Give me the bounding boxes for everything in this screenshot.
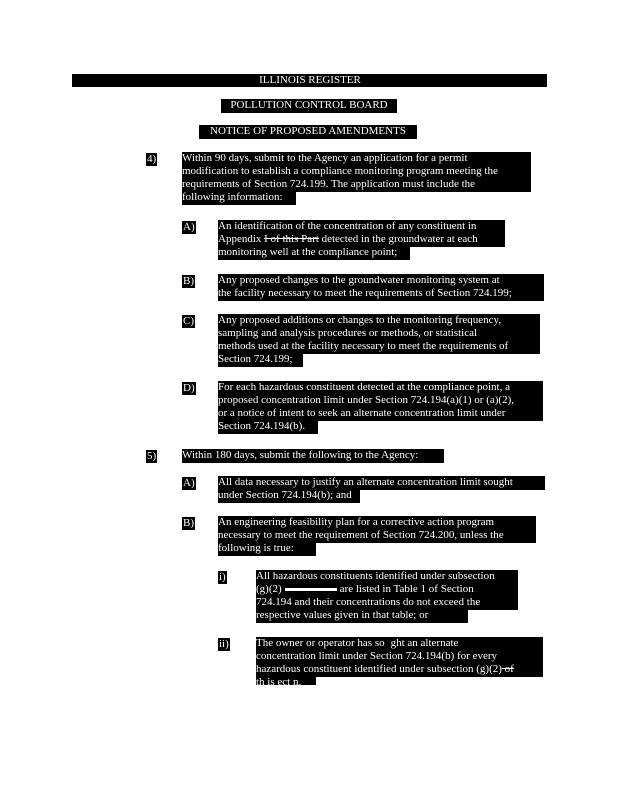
item-5b-ii-line-1-post: ght an alternate — [390, 637, 459, 649]
item-4d-line-1: For each hazardous constituent detected at the compliance point, a — [218, 381, 543, 395]
item-5b-i-line-4: respective values given in that table; or — [256, 609, 468, 623]
item-4-line-2: modification to establish a compliance monitoring program meeting the — [182, 165, 531, 179]
item-4a-line-3: monitoring well at the compliance point; — [218, 246, 410, 260]
item-5b-ii-line-3 — [256, 663, 543, 677]
item-5b-ii-line-4: th is ect n. — [256, 676, 316, 685]
board-title: POLLUTION CONTROL BOARD — [221, 99, 397, 113]
item-5b-i-line-2-post: are listed in Table 1 of Section — [339, 583, 474, 595]
item-5b-line-2: necessary to meet the requirement of Section 724.200, unless the — [218, 529, 536, 543]
item-5b-i-line-3: 724.194 and their concentrations do not exceed the — [256, 596, 518, 610]
item-5b-i-label: i) — [219, 571, 226, 583]
item-5b-line-1: An engineering feasibility plan for a corrective action program — [218, 516, 536, 530]
item-4-label: 4) — [147, 153, 157, 165]
item-4d-line-2: proposed concentration limit under Section 724.194(a)(1) or (a)(2), — [218, 394, 543, 408]
item-4c-line-1: Any proposed additions or changes to the monitoring frequency, — [218, 314, 540, 328]
item-5-text: Within 180 days, submit the following to the Agency: — [182, 449, 444, 463]
item-4a-line-2-pre: Appendix — [218, 233, 265, 245]
item-5b-ii-line-1-pre: The owner or operator has so — [256, 637, 385, 649]
item-5b-i-line-1: All hazardous constituents identified under subsection — [256, 570, 518, 584]
item-4d-label: D) — [183, 382, 195, 394]
item-5b-ii-line-1 — [256, 637, 543, 651]
item-5b-label: B) — [183, 517, 194, 529]
item-5b-i-line-2 — [256, 583, 518, 597]
redaction-mark — [285, 588, 337, 591]
item-4-line-3: requirements of Section 724.199. The application must include the — [182, 178, 531, 192]
item-5b-ii-line-2: concentration limit under Section 724.194(b) for every — [256, 650, 543, 664]
item-5b-ii-deleted-text: of — [501, 663, 514, 675]
item-5b-ii-label: ii) — [219, 638, 229, 650]
item-4c-line-4: Section 724.199; — [218, 353, 303, 367]
notice-title: NOTICE OF PROPOSED AMENDMENTS — [199, 125, 417, 139]
item-5a-line-2: under Section 724.194(b); and — [218, 489, 360, 503]
item-4c-line-3: methods used at the facility necessary to meet the requirements of — [218, 340, 540, 354]
item-4c-line-2: sampling and analysis procedures or methods, or statistical — [218, 327, 540, 341]
item-4b-line-1: Any proposed changes to the groundwater monitoring system at — [218, 274, 544, 288]
item-4-line-1: Within 90 days, submit to the Agency an application for a permit — [182, 152, 531, 166]
item-4a-label: A) — [183, 221, 195, 233]
item-4a-deleted-text: I of this Part — [264, 233, 319, 245]
item-4d-line-4: Section 724.194(b). — [218, 420, 318, 434]
item-4-line-4: following information: — [182, 191, 296, 205]
item-5b-i-line-2-pre: (g)(2) — [256, 583, 282, 595]
item-4d-line-3: or a notice of intent to seek an alternate concentration limit under — [218, 407, 543, 421]
item-4a-line-2-post: detected in the groundwater at each — [318, 233, 478, 245]
item-5b-ii-line-3-pre: hazardous constituent identified under subsection (g)(2) — [256, 663, 502, 675]
item-4b-label: B) — [183, 275, 194, 287]
item-5b-line-3: following is true: — [218, 542, 316, 556]
item-5a-label: A) — [183, 477, 195, 489]
item-4b-line-2: the facility necessary to meet the requirements of Section 724.199; — [218, 287, 544, 301]
item-4a-line-2 — [218, 233, 505, 247]
item-4c-label: C) — [183, 315, 194, 327]
item-4a-line-1: An identification of the concentration of any constituent in — [218, 220, 505, 234]
item-5-label: 5) — [147, 450, 157, 462]
item-5a-line-1: All data necessary to justify an alternate concentration limit sought — [218, 476, 545, 490]
register-title: ILLINOIS REGISTER — [259, 74, 361, 86]
